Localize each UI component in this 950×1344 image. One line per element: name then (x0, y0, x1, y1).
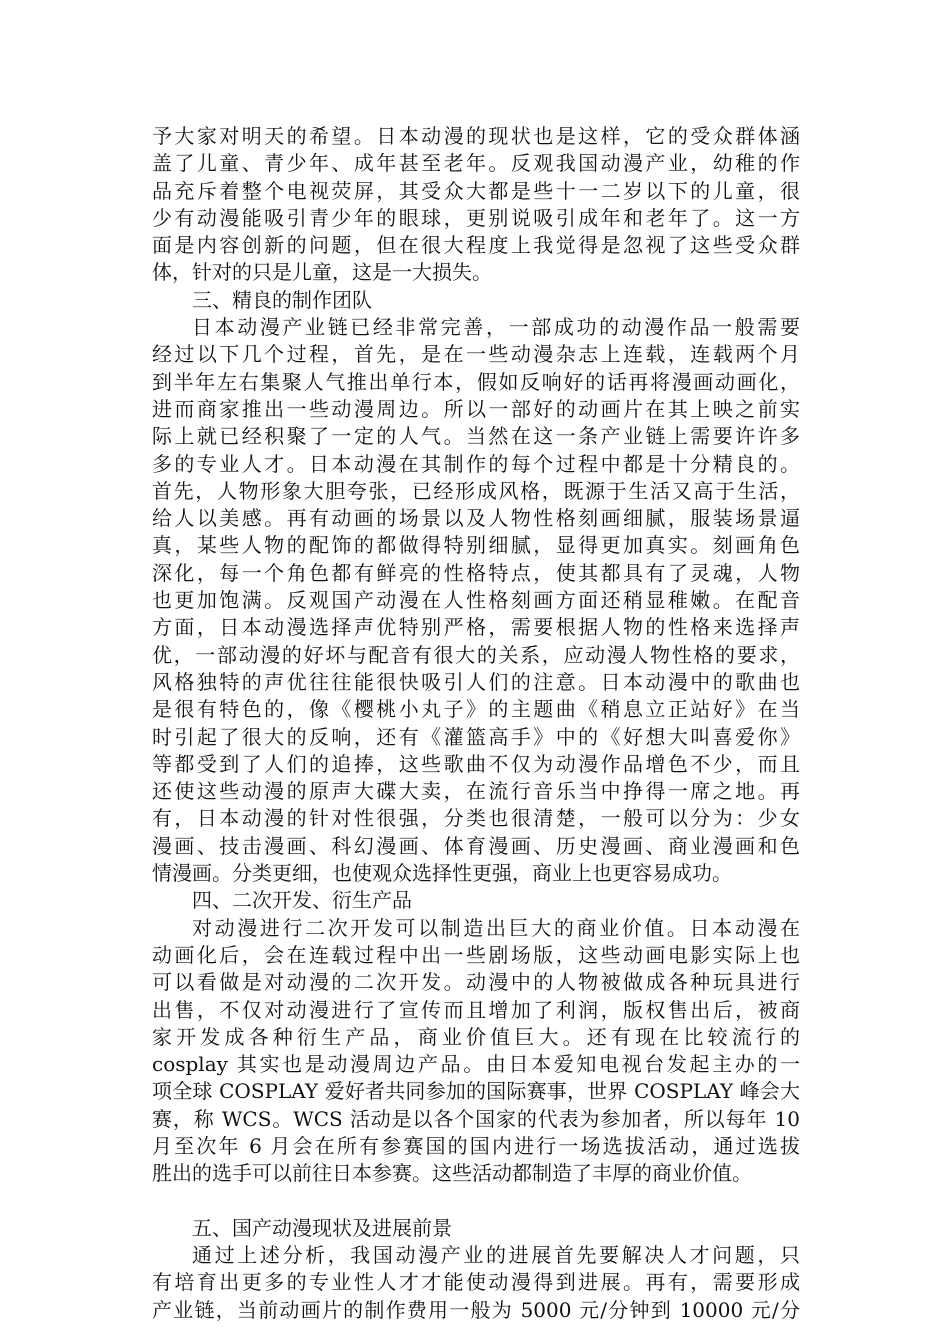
text-line: 品充斥着整个电视荧屏，其受众大都是些十一二岁以下的儿童，很 (152, 178, 800, 203)
text-line: 优，一部动漫的好坏与配音有很大的关系，应动漫人物性格的要求， (152, 642, 800, 667)
text-line: 项全球 COSPLAY 爱好者共同参加的国际赛事，世界 COSPLAY 峰会大 (152, 1079, 800, 1104)
text-line: 际上就已经积聚了一定的人气。当然在这一条产业链上需要许许多 (152, 424, 800, 449)
section-heading-outlook: 五、国产动漫现状及进展前景 (192, 1215, 452, 1240)
text-line: 出售，不仅对动漫进行了宣传而且增加了利润，版权售出后，被商 (152, 997, 800, 1022)
text-line: 动画化后，会在连载过程中出一些剧场版，这些动画电影实际上也 (152, 942, 800, 967)
text-line: 首先，人物形象大胆夸张，已经形成风格，既源于生活又高于生活， (152, 478, 800, 503)
text-line: 盖了儿童、青少年、成年甚至老年。反观我国动漫产业，幼稚的作 (152, 151, 800, 176)
text-line: 有，日本动漫的针对性很强，分类也很清楚，一般可以分为：少女 (152, 806, 800, 831)
text-line: 产业链，当前动画片的制作费用一般为 5000 元/分钟到 10000 元/分 (152, 1297, 800, 1322)
text-line: 多的专业人才。日本动漫在其制作的每个过程中都是十分精良的。 (152, 451, 800, 476)
text-line: 经过以下几个过程，首先，是在一些动漫杂志上连载，连载两个月 (152, 342, 800, 367)
paragraph-audience (152, 123, 800, 287)
text-line: 方面，日本动漫选择声优特别严格，需要根据人物的性格来选择声 (152, 615, 800, 640)
text-line: 赛，称 WCS。WCS 活动是以各个国家的代表为参加者，所以每年 10 (152, 1106, 800, 1131)
text-line: 也更加饱满。反观国产动漫在人性格刻画方面还稍显稚嫩。在配音 (152, 588, 800, 613)
section-heading-team: 三、精良的制作团队 (192, 287, 372, 312)
text-line: 少有动漫能吸引青少年的眼球，更别说吸引成年和老年了。这一方 (152, 205, 800, 230)
text-line: 通过上述分析，我国动漫产业的进展首先要解决人才问题，只 (192, 1243, 800, 1268)
text-line: cosplay 其实也是动漫周边产品。由日本爱知电视台发起主办的一 (152, 1052, 800, 1077)
text-line: 风格独特的声优往往能很快吸引人们的注意。日本动漫中的歌曲也 (152, 669, 800, 694)
text-line: 深化，每一个角色都有鲜亮的性格特点，使其都具有了灵魂，人物 (152, 560, 800, 585)
text-line: 有培育出更多的专业性人才才能使动漫得到进展。再有，需要形成 (152, 1270, 800, 1295)
text-line: 是很有特色的，像《樱桃小丸子》的主题曲《稍息立正站好》在当 (152, 697, 800, 722)
paragraph-outlook (152, 1242, 800, 1324)
text-line: 日本动漫产业链已经非常完善，一部成功的动漫作品一般需要 (192, 315, 800, 340)
text-line: 予大家对明天的希望。日本动漫的现状也是这样，它的受众群体涵 (152, 124, 800, 148)
section-heading-derivatives: 四、二次开发、衍生产品 (192, 888, 412, 913)
text-line: 漫画、技击漫画、科幻漫画、体育漫画、历史漫画、商业漫画和色 (152, 833, 800, 858)
text-line: 到半年左右集聚人气推出单行本，假如反响好的话再将漫画动画化， (152, 369, 800, 394)
paragraph-spacer (152, 1188, 800, 1215)
text-line: 给人以美感。再有动画的场景以及人物性格刻画细腻，服装场景逼 (152, 506, 800, 531)
text-line: 对动漫进行二次开发可以制造出巨大的商业价值。日本动漫在 (192, 915, 800, 940)
text-line: 体，针对的只是儿童，这是一大损失。 (152, 260, 492, 285)
paragraph-derivatives (152, 915, 800, 1188)
document-body (152, 123, 800, 1324)
text-line: 真，某些人物的配饰的都做得特别细腻，显得更加真实。刻画角色 (152, 533, 800, 558)
text-line: 等都受到了人们的追捧，这些歌曲不仅为动漫作品增色不少，而且 (152, 751, 800, 776)
text-line: 进而商家推出一些动漫周边。所以一部好的动画片在其上映之前实 (152, 396, 800, 421)
text-line: 面是内容创新的问题，但在很大程度上我觉得是忽视了这些受众群 (152, 233, 800, 258)
text-line: 月至次年 6 月会在所有参赛国的国内进行一场选拔活动，通过选拔 (152, 1133, 800, 1158)
text-line: 家开发成各种衍生产品，商业价值巨大。还有现在比较流行的 (152, 1024, 800, 1049)
text-line: 还使这些动漫的原声大碟大卖，在流行音乐当中挣得一席之地。再 (152, 779, 800, 804)
text-line: 胜出的选手可以前往日本参赛。这些活动都制造了丰厚的商业价值。 (152, 1161, 752, 1186)
text-line: 时引起了很大的反响，还有《灌篮高手》中的《好想大叫喜爱你》 (152, 724, 800, 749)
paragraph-team (152, 314, 800, 887)
text-line: 可以看做是对动漫的二次开发。动漫中的人物被做成各种玩具进行 (152, 970, 800, 995)
text-line: 情漫画。分类更细，也使观众选择性更强，商业上也更容易成功。 (152, 861, 732, 886)
